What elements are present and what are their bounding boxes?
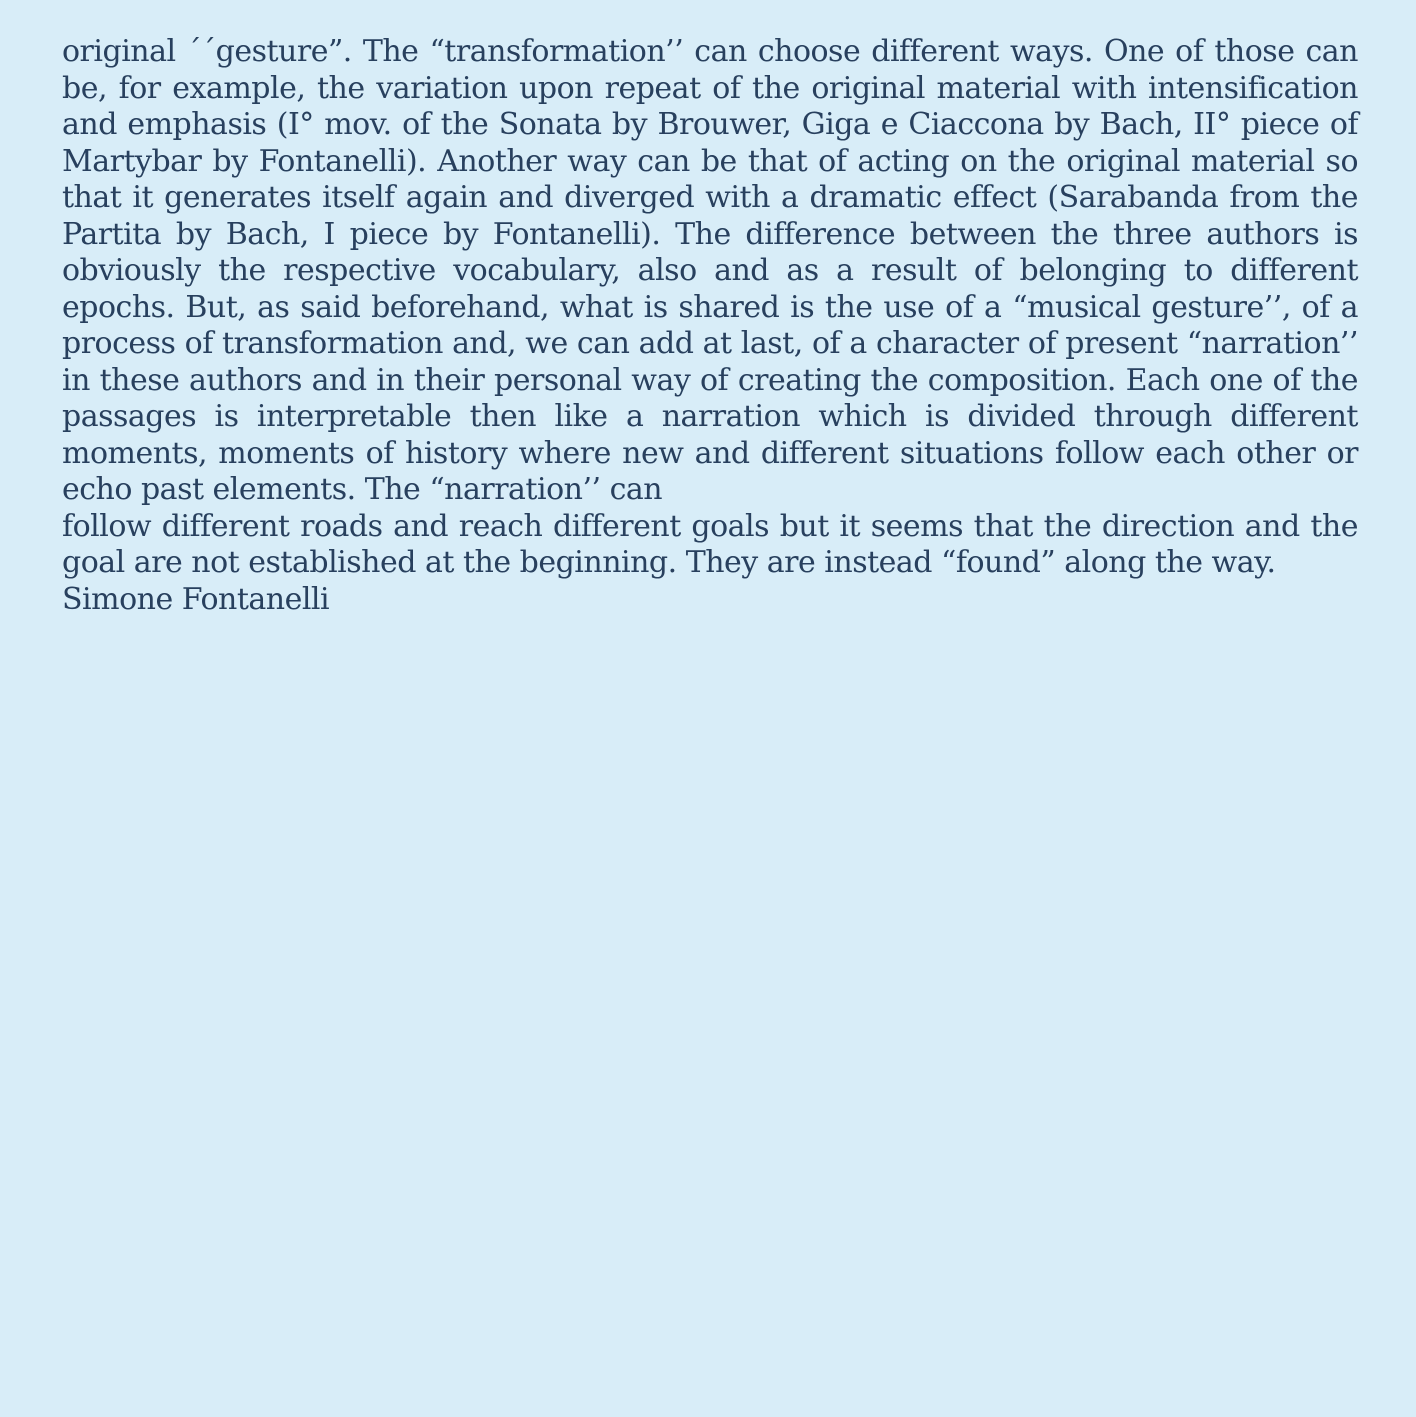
body-paragraph-1: original ´´gesture”. The “transformation’’ can choose different ways. One of those can be, for example, the variation upon repeat of the original material with intensification and emphasis (I° mov. of the Sonata by Brouwer, Giga e Ciaccona by Bach, II° piece of Martybar by Fontanelli). Another way can be that of acting on the original material so that it generates itself again and diverged with a dramatic effect (Sarabanda from the Partita by Bach, I piece by Fontanelli). The difference between the three authors is obviously the respective vocabulary, also and as a result of belonging to different epochs. But, as said beforehand, what is shared is the use of a “musical gesture’’, of a process of transformation and, we can add at last, of a character of present “narration’’ in these authors and in their personal way of creating the composition. Each one of the passages is interpretable then like a narration which is divided through different moments, moments of history where new and different situations follow each other or echo past elements. The “narration’’ can <box>62 34 1358 507</box>
author-signature: Simone Fontanelli <box>62 581 330 617</box>
body-paragraph-2: follow different roads and reach different goals but it seems that the direction and the goal are not established at the beginning. They are instead “found” along the way. <box>62 508 1358 580</box>
document-page <box>62 34 1358 618</box>
